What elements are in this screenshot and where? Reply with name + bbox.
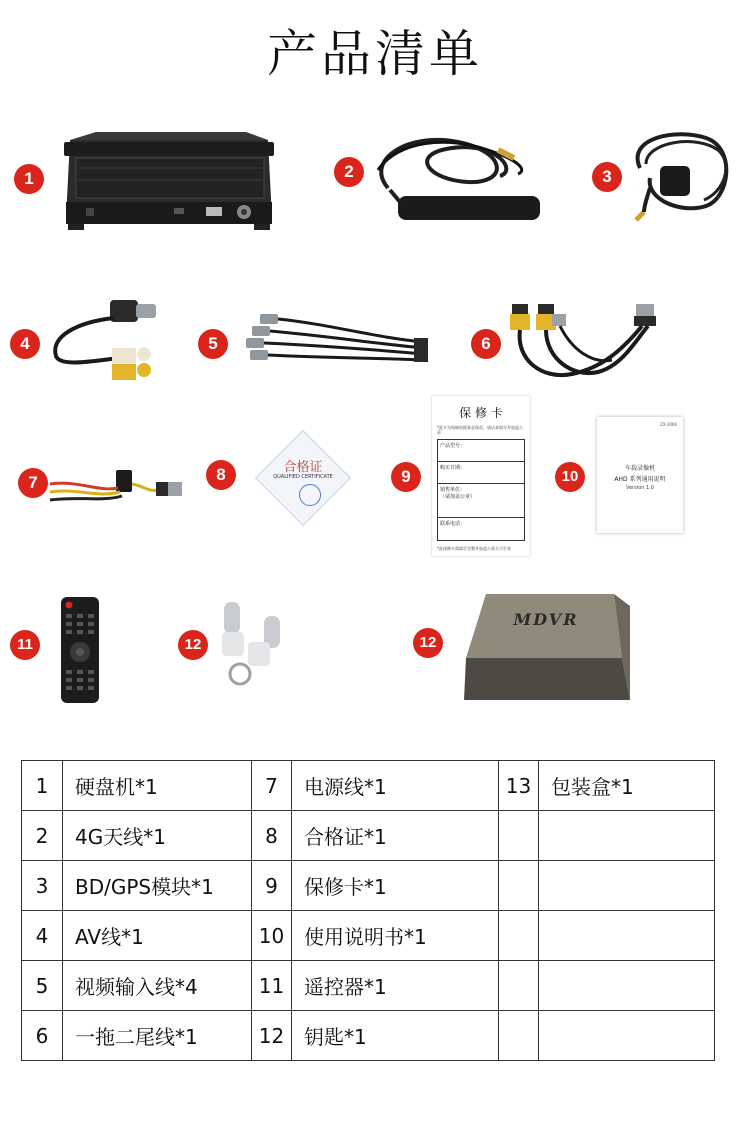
table-cell-num: 4 xyxy=(22,911,63,961)
table-cell-num xyxy=(499,1011,539,1061)
table-cell-item xyxy=(539,911,715,961)
table-cell-num: 11 xyxy=(252,961,292,1011)
table-cell-num: 10 xyxy=(252,911,292,961)
gps-module-image xyxy=(626,128,736,224)
table-cell-item: BD/GPS模块*1 xyxy=(63,861,252,911)
warranty-card-title: 保 修 卡 xyxy=(459,406,503,420)
table-cell-num: 1 xyxy=(22,761,63,811)
table-row xyxy=(22,911,715,961)
av-cable-image xyxy=(48,296,174,382)
item-number-badge-6: 6 xyxy=(471,329,501,359)
warranty-row-date: 购买日期： xyxy=(438,462,524,484)
warranty-card-footer: *此保修卡需填写完整并加盖公章方可生效 xyxy=(437,546,511,551)
table-cell-num xyxy=(499,861,539,911)
dvr-unit-image xyxy=(56,128,282,232)
item-number-badge-3: 3 xyxy=(592,162,622,192)
item-number-badge-1: 1 xyxy=(14,164,44,194)
table-row xyxy=(22,811,715,861)
table-cell-item: 包装盒*1 xyxy=(539,761,715,811)
table-cell-item xyxy=(539,1011,715,1061)
warranty-row-seller: 销售单位： （请加盖公章） xyxy=(438,484,524,518)
user-manual xyxy=(597,417,683,533)
table-cell-item: 电源线*1 xyxy=(292,761,499,811)
table-row xyxy=(22,761,715,811)
table-cell-num: 5 xyxy=(22,961,63,1011)
table-cell-num: 8 xyxy=(252,811,292,861)
table-cell-num: 3 xyxy=(22,861,63,911)
item-number-badge-12b: 12 xyxy=(413,628,443,658)
manual-line-3: Version 1.0 xyxy=(626,485,654,491)
item-number-badge-10: 10 xyxy=(555,462,585,492)
table-row xyxy=(22,961,715,1011)
warranty-card-intro: *此卡为保修依据务必保存，请认真填写并加盖公章 xyxy=(437,425,523,435)
item-number-badge-12a: 12 xyxy=(178,630,208,660)
splitter-tail-cable-image xyxy=(502,300,668,386)
manual-line-2: AHD 系列通用说明 xyxy=(614,476,666,483)
table-cell-item: 硬盘机*1 xyxy=(63,761,252,811)
item-number-badge-11: 11 xyxy=(10,630,40,660)
table-cell-item: 保修卡*1 xyxy=(292,861,499,911)
page-title: 产品清单 xyxy=(267,25,483,83)
table-row xyxy=(22,861,715,911)
warranty-row-model: 产品型号： xyxy=(438,440,524,462)
keys-image xyxy=(218,598,292,690)
certificate-stamp xyxy=(299,484,321,506)
box-brand-label: MDVR xyxy=(513,610,579,629)
video-input-cables-image xyxy=(238,310,434,370)
table-cell-num: 9 xyxy=(252,861,292,911)
qualified-certificate-card xyxy=(253,428,353,528)
table-cell-item: 视频输入线*4 xyxy=(63,961,252,1011)
item-number-badge-4: 4 xyxy=(10,329,40,359)
table-cell-item: 钥匙*1 xyxy=(292,1011,499,1061)
warranty-card xyxy=(432,396,530,556)
table-cell-num: 12 xyxy=(252,1011,292,1061)
table-cell-num: 2 xyxy=(22,811,63,861)
table-cell-item: 使用说明书*1 xyxy=(292,911,499,961)
warranty-row-phone: 联系电话： xyxy=(440,521,466,527)
remote-control-image xyxy=(60,596,100,704)
item-number-badge-8: 8 xyxy=(206,460,236,490)
manual-code: ZX-2066 xyxy=(660,422,677,427)
table-cell-item: 合格证*1 xyxy=(292,811,499,861)
manual-line-1: 车载录像机 xyxy=(624,465,655,472)
table-cell-num: 7 xyxy=(252,761,292,811)
table-cell-num xyxy=(499,811,539,861)
table-cell-item: 4G天线*1 xyxy=(63,811,252,861)
item-number-badge-5: 5 xyxy=(198,329,228,359)
power-cable-image xyxy=(48,462,184,510)
table-cell-num xyxy=(499,961,539,1011)
item-number-badge-2: 2 xyxy=(334,157,364,187)
table-row xyxy=(22,1011,715,1061)
4g-antenna-image xyxy=(368,130,544,226)
table-cell-item: 一拖二尾线*1 xyxy=(63,1011,252,1061)
product-list-table xyxy=(21,760,715,1061)
table-cell-item xyxy=(539,861,715,911)
certificate-subtitle: QUALIFIED CERTIFICATE xyxy=(273,474,333,480)
table-cell-item xyxy=(539,811,715,861)
table-cell-num: 6 xyxy=(22,1011,63,1061)
table-cell-item: 遥控器*1 xyxy=(292,961,499,1011)
table-cell-item: AV线*1 xyxy=(63,911,252,961)
item-number-badge-7: 7 xyxy=(18,468,48,498)
table-cell-num xyxy=(499,911,539,961)
packaging-box-image xyxy=(464,590,632,702)
item-number-badge-9: 9 xyxy=(391,462,421,492)
table-cell-num: 13 xyxy=(499,761,539,811)
certificate-title: 合格证 xyxy=(283,460,323,475)
table-cell-item xyxy=(539,961,715,1011)
